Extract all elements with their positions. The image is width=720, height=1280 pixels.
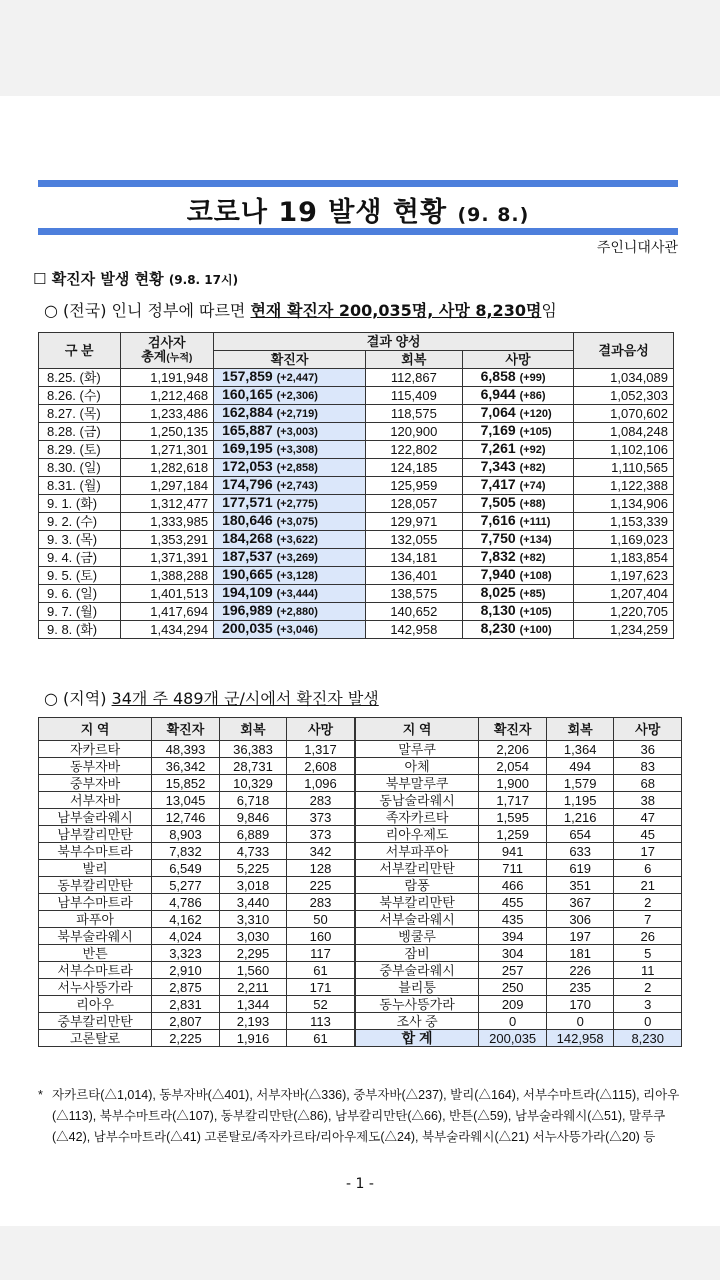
region-value-cell: 50 xyxy=(287,911,355,928)
region-value-cell: 36,383 xyxy=(219,741,287,758)
negative-cell: 1,207,404 xyxy=(574,585,674,603)
region-value-cell: 373 xyxy=(287,809,355,826)
recovered-cell: 134,181 xyxy=(366,549,463,567)
region-value-cell: 47 xyxy=(614,809,682,826)
region-value-cell: 367 xyxy=(546,894,614,911)
recovered-cell: 128,057 xyxy=(366,495,463,513)
region-value-cell: 28,731 xyxy=(219,758,287,775)
region-value-cell: 283 xyxy=(287,792,355,809)
region-name-cell: 아체 xyxy=(355,758,479,775)
region-value-cell: 68 xyxy=(614,775,682,792)
tested-cell: 1,434,294 xyxy=(120,621,214,639)
date-cell: 8.29. (토) xyxy=(39,441,121,459)
region-name-cell: 동부자바 xyxy=(39,758,152,775)
national-trend-table xyxy=(38,332,674,639)
region-header-cell: 지 역 xyxy=(39,718,152,741)
region-header-cell: 사망 xyxy=(287,718,355,741)
trend-row xyxy=(39,603,674,621)
header-date: 구 분 xyxy=(39,333,121,369)
trend-row xyxy=(39,495,674,513)
region-value-cell: 9,846 xyxy=(219,809,287,826)
region-value-cell: 455 xyxy=(479,894,547,911)
region-name-cell: 반튼 xyxy=(39,945,152,962)
tested-cell: 1,233,486 xyxy=(120,405,214,423)
title-bar-bottom xyxy=(38,228,678,235)
region-name-cell: 북부말루쿠 xyxy=(355,775,479,792)
confirmed-cell: 162,884 (+2,719) xyxy=(214,405,366,423)
recovered-cell: 118,575 xyxy=(366,405,463,423)
header-deaths: 사망 xyxy=(462,351,574,369)
region-value-cell: 1,195 xyxy=(546,792,614,809)
tested-cell: 1,250,135 xyxy=(120,423,214,441)
region-value-cell: 4,024 xyxy=(152,928,220,945)
region-value-cell: 466 xyxy=(479,877,547,894)
region-header-cell: 확진자 xyxy=(479,718,547,741)
region-value-cell: 0 xyxy=(614,1013,682,1030)
region-name-cell: 서부칼리만탄 xyxy=(355,860,479,877)
region-value-cell: 12,746 xyxy=(152,809,220,826)
region-value-cell: 225 xyxy=(287,877,355,894)
tested-cell: 1,271,301 xyxy=(120,441,214,459)
date-cell: 8.28. (금) xyxy=(39,423,121,441)
embassy-label: 주인니대사관 xyxy=(596,240,678,256)
region-value-cell: 181 xyxy=(546,945,614,962)
region-value-cell: 21 xyxy=(614,877,682,894)
region-value-cell: 226 xyxy=(546,962,614,979)
region-header-cell: 지 역 xyxy=(355,718,479,741)
negative-cell: 1,197,623 xyxy=(574,567,674,585)
confirmed-cell: 196,989 (+2,880) xyxy=(214,603,366,621)
region-name-cell: 동남술라웨시 xyxy=(355,792,479,809)
region-header-cell: 확진자 xyxy=(152,718,220,741)
tested-cell: 1,282,618 xyxy=(120,459,214,477)
region-value-cell: 171 xyxy=(287,979,355,996)
trend-row xyxy=(39,567,674,585)
page-title: 코로나 19 발생 현황 (9. 8.) xyxy=(186,197,530,228)
region-name-cell: 블리퉁 xyxy=(355,979,479,996)
trend-row xyxy=(39,531,674,549)
recovered-cell: 112,867 xyxy=(366,369,463,387)
region-name-cell: 리아우제도 xyxy=(355,826,479,843)
region-row xyxy=(39,775,682,792)
region-value-cell: 209 xyxy=(479,996,547,1013)
tested-cell: 1,297,184 xyxy=(120,477,214,495)
region-row xyxy=(39,809,682,826)
region-value-cell: 3,030 xyxy=(219,928,287,945)
header-confirmed: 확진자 xyxy=(214,351,366,369)
region-header-cell: 사망 xyxy=(614,718,682,741)
region-value-cell: 2,608 xyxy=(287,758,355,775)
negative-cell: 1,153,339 xyxy=(574,513,674,531)
date-cell: 9. 7. (월) xyxy=(39,603,121,621)
trend-row xyxy=(39,423,674,441)
region-value-cell: 351 xyxy=(546,877,614,894)
national-summary: ○ (전국) 인니 정부에 따르면 현재 확진자 200,035명, 사망 8,230명임 xyxy=(44,301,557,320)
region-value-cell: 304 xyxy=(479,945,547,962)
confirmed-cell: 187,537 (+3,269) xyxy=(214,549,366,567)
header-tested: 검사자 총계(누적) xyxy=(120,333,214,369)
region-value-cell: 10,329 xyxy=(219,775,287,792)
negative-cell: 1,122,388 xyxy=(574,477,674,495)
region-row xyxy=(39,962,682,979)
confirmed-cell: 194,109 (+3,444) xyxy=(214,585,366,603)
region-value-cell: 2,910 xyxy=(152,962,220,979)
trend-row xyxy=(39,405,674,423)
region-value-cell: 1,096 xyxy=(287,775,355,792)
region-name-cell: 서부파푸아 xyxy=(355,843,479,860)
region-value-cell: 654 xyxy=(546,826,614,843)
total-deaths-cell: 8,230 xyxy=(614,1030,682,1047)
region-row xyxy=(39,758,682,775)
deaths-cell: 6,858 (+99) xyxy=(462,369,574,387)
region-name-cell: 람풍 xyxy=(355,877,479,894)
total-label-cell: 합 계 xyxy=(355,1030,479,1047)
recovered-cell: 142,958 xyxy=(366,621,463,639)
confirmed-cell: 160,165 (+2,306) xyxy=(214,387,366,405)
region-name-cell: 말루쿠 xyxy=(355,741,479,758)
tested-cell: 1,401,513 xyxy=(120,585,214,603)
region-value-cell: 2,225 xyxy=(152,1030,220,1047)
confirmed-cell: 177,571 (+2,775) xyxy=(214,495,366,513)
region-value-cell: 3,018 xyxy=(219,877,287,894)
region-value-cell: 1,344 xyxy=(219,996,287,1013)
region-name-cell: 리아우 xyxy=(39,996,152,1013)
region-value-cell: 2,211 xyxy=(219,979,287,996)
region-name-cell: 동부칼리만탄 xyxy=(39,877,152,894)
region-value-cell: 52 xyxy=(287,996,355,1013)
region-value-cell: 160 xyxy=(287,928,355,945)
region-value-cell: 633 xyxy=(546,843,614,860)
document-page xyxy=(0,96,720,1226)
date-cell: 9. 5. (토) xyxy=(39,567,121,585)
region-value-cell: 36 xyxy=(614,741,682,758)
region-value-cell: 7 xyxy=(614,911,682,928)
region-name-cell: 파푸아 xyxy=(39,911,152,928)
trend-row xyxy=(39,621,674,639)
deaths-cell: 7,832 (+82) xyxy=(462,549,574,567)
deaths-cell: 7,417 (+74) xyxy=(462,477,574,495)
region-name-cell: 중부칼리만탄 xyxy=(39,1013,152,1030)
region-name-cell: 벵쿨루 xyxy=(355,928,479,945)
region-value-cell: 306 xyxy=(546,911,614,928)
region-value-cell: 3,310 xyxy=(219,911,287,928)
region-value-cell: 128 xyxy=(287,860,355,877)
trend-row xyxy=(39,459,674,477)
region-name-cell: 북부술라웨시 xyxy=(39,928,152,945)
date-cell: 8.27. (목) xyxy=(39,405,121,423)
region-value-cell: 4,733 xyxy=(219,843,287,860)
recovered-cell: 125,959 xyxy=(366,477,463,495)
confirmed-cell: 180,646 (+3,075) xyxy=(214,513,366,531)
region-value-cell: 2,875 xyxy=(152,979,220,996)
date-cell: 8.26. (수) xyxy=(39,387,121,405)
tested-cell: 1,353,291 xyxy=(120,531,214,549)
region-row xyxy=(39,911,682,928)
region-value-cell: 2 xyxy=(614,894,682,911)
confirmed-cell: 157,859 (+2,447) xyxy=(214,369,366,387)
region-value-cell: 283 xyxy=(287,894,355,911)
negative-cell: 1,052,303 xyxy=(574,387,674,405)
regional-table xyxy=(38,717,682,1047)
region-value-cell: 61 xyxy=(287,1030,355,1047)
confirmed-cell: 169,195 (+3,308) xyxy=(214,441,366,459)
region-value-cell: 3,440 xyxy=(219,894,287,911)
region-name-cell: 중부술라웨시 xyxy=(355,962,479,979)
region-value-cell: 170 xyxy=(546,996,614,1013)
footnote: * 자카르타(△1,014), 동부자바(△401), 서부자바(△336), 중부자바(△237), 발리(△164), 서부수마트라(△115), 리아우 (△113), 북부수마트라(△107), 동부칼리만탄(△86), 남부칼리만탄(△66), 반튼(△59), 남부술라웨시(△51), 말루쿠 (△42), 남부수마트라(△41) 고론탈로/족자카르타/리아우제도(△24), 북부술라웨시(△21) 서누사뜽가라(△20) 등 xyxy=(38,1088,680,1144)
region-value-cell: 1,364 xyxy=(546,741,614,758)
recovered-cell: 138,575 xyxy=(366,585,463,603)
region-value-cell: 197 xyxy=(546,928,614,945)
region-value-cell: 1,216 xyxy=(546,809,614,826)
region-row xyxy=(39,894,682,911)
region-row xyxy=(39,877,682,894)
region-row xyxy=(39,843,682,860)
region-value-cell: 36,342 xyxy=(152,758,220,775)
region-value-cell: 711 xyxy=(479,860,547,877)
page-number: - 1 - xyxy=(346,1176,374,1192)
region-value-cell: 48,393 xyxy=(152,741,220,758)
header-recovered: 회복 xyxy=(366,351,463,369)
region-value-cell: 2 xyxy=(614,979,682,996)
tested-cell: 1,191,948 xyxy=(120,369,214,387)
region-value-cell: 6,889 xyxy=(219,826,287,843)
region-value-cell: 3,323 xyxy=(152,945,220,962)
region-name-cell: 북부칼리만탄 xyxy=(355,894,479,911)
region-value-cell: 4,786 xyxy=(152,894,220,911)
confirmed-cell: 174,796 (+2,743) xyxy=(214,477,366,495)
region-row xyxy=(39,996,682,1013)
region-value-cell: 257 xyxy=(479,962,547,979)
region-row xyxy=(39,945,682,962)
deaths-cell: 7,261 (+92) xyxy=(462,441,574,459)
region-value-cell: 6,549 xyxy=(152,860,220,877)
region-name-cell: 서부자바 xyxy=(39,792,152,809)
recovered-cell: 115,409 xyxy=(366,387,463,405)
region-value-cell: 0 xyxy=(546,1013,614,1030)
negative-cell: 1,134,906 xyxy=(574,495,674,513)
region-value-cell: 2,295 xyxy=(219,945,287,962)
tested-cell: 1,212,468 xyxy=(120,387,214,405)
region-name-cell: 발리 xyxy=(39,860,152,877)
date-cell: 8.25. (화) xyxy=(39,369,121,387)
region-row xyxy=(39,860,682,877)
deaths-cell: 6,944 (+86) xyxy=(462,387,574,405)
region-value-cell: 435 xyxy=(479,911,547,928)
trend-row xyxy=(39,387,674,405)
region-value-cell: 1,560 xyxy=(219,962,287,979)
region-value-cell: 61 xyxy=(287,962,355,979)
region-value-cell: 15,852 xyxy=(152,775,220,792)
recovered-cell: 140,652 xyxy=(366,603,463,621)
region-name-cell: 족자카르타 xyxy=(355,809,479,826)
region-value-cell: 2,054 xyxy=(479,758,547,775)
region-name-cell: 고론탈로 xyxy=(39,1030,152,1047)
region-name-cell: 중부자바 xyxy=(39,775,152,792)
region-name-cell: 잠비 xyxy=(355,945,479,962)
region-value-cell: 394 xyxy=(479,928,547,945)
region-name-cell: 서부술라웨시 xyxy=(355,911,479,928)
deaths-cell: 7,169 (+105) xyxy=(462,423,574,441)
trend-row xyxy=(39,441,674,459)
region-value-cell: 3 xyxy=(614,996,682,1013)
recovered-cell: 129,971 xyxy=(366,513,463,531)
region-value-cell: 26 xyxy=(614,928,682,945)
negative-cell: 1,234,259 xyxy=(574,621,674,639)
region-value-cell: 17 xyxy=(614,843,682,860)
region-value-cell: 13,045 xyxy=(152,792,220,809)
confirmed-cell: 200,035 (+3,046) xyxy=(214,621,366,639)
recovered-cell: 122,802 xyxy=(366,441,463,459)
negative-cell: 1,183,854 xyxy=(574,549,674,567)
region-name-cell: 서부수마트라 xyxy=(39,962,152,979)
region-value-cell: 250 xyxy=(479,979,547,996)
negative-cell: 1,070,602 xyxy=(574,405,674,423)
negative-cell: 1,220,705 xyxy=(574,603,674,621)
deaths-cell: 7,616 (+111) xyxy=(462,513,574,531)
region-value-cell: 1,717 xyxy=(479,792,547,809)
region-name-cell: 조사 중 xyxy=(355,1013,479,1030)
deaths-cell: 8,130 (+105) xyxy=(462,603,574,621)
region-name-cell: 남부수마트라 xyxy=(39,894,152,911)
region-value-cell: 5 xyxy=(614,945,682,962)
negative-cell: 1,034,089 xyxy=(574,369,674,387)
region-value-cell: 2,831 xyxy=(152,996,220,1013)
total-confirmed-cell: 200,035 xyxy=(479,1030,547,1047)
region-value-cell: 38 xyxy=(614,792,682,809)
trend-row xyxy=(39,477,674,495)
recovered-cell: 132,055 xyxy=(366,531,463,549)
trend-row xyxy=(39,513,674,531)
regional-summary: ○ (지역) 34개 주 489개 군/시에서 확진자 발생 xyxy=(44,689,379,708)
region-row xyxy=(39,928,682,945)
region-value-cell: 1,900 xyxy=(479,775,547,792)
tested-cell: 1,312,477 xyxy=(120,495,214,513)
region-value-cell: 342 xyxy=(287,843,355,860)
region-name-cell: 자카르타 xyxy=(39,741,152,758)
negative-cell: 1,102,106 xyxy=(574,441,674,459)
region-value-cell: 8,903 xyxy=(152,826,220,843)
confirmed-cell: 165,887 (+3,003) xyxy=(214,423,366,441)
region-value-cell: 1,259 xyxy=(479,826,547,843)
recovered-cell: 136,401 xyxy=(366,567,463,585)
negative-cell: 1,169,023 xyxy=(574,531,674,549)
region-row-total xyxy=(39,1030,682,1047)
region-row xyxy=(39,792,682,809)
tested-cell: 1,333,985 xyxy=(120,513,214,531)
confirmed-cell: 172,053 (+2,858) xyxy=(214,459,366,477)
region-value-cell: 1,579 xyxy=(546,775,614,792)
region-value-cell: 45 xyxy=(614,826,682,843)
date-cell: 9. 3. (목) xyxy=(39,531,121,549)
deaths-cell: 7,064 (+120) xyxy=(462,405,574,423)
region-value-cell: 494 xyxy=(546,758,614,775)
region-value-cell: 5,277 xyxy=(152,877,220,894)
region-value-cell: 11 xyxy=(614,962,682,979)
region-value-cell: 7,832 xyxy=(152,843,220,860)
region-value-cell: 941 xyxy=(479,843,547,860)
region-name-cell: 서누사뜽가라 xyxy=(39,979,152,996)
confirmed-cell: 190,665 (+3,128) xyxy=(214,567,366,585)
region-name-cell: 동누사뜽가라 xyxy=(355,996,479,1013)
deaths-cell: 7,750 (+134) xyxy=(462,531,574,549)
region-value-cell: 83 xyxy=(614,758,682,775)
deaths-cell: 8,230 (+100) xyxy=(462,621,574,639)
region-value-cell: 235 xyxy=(546,979,614,996)
date-cell: 8.31. (월) xyxy=(39,477,121,495)
region-value-cell: 2,807 xyxy=(152,1013,220,1030)
region-header-cell: 회복 xyxy=(219,718,287,741)
region-value-cell: 5,225 xyxy=(219,860,287,877)
negative-cell: 1,110,565 xyxy=(574,459,674,477)
date-cell: 9. 6. (일) xyxy=(39,585,121,603)
section-heading-confirmed: ☐ 확진자 발생 현황 (9.8. 17시) xyxy=(33,270,239,288)
tested-cell: 1,417,694 xyxy=(120,603,214,621)
region-header-cell: 회복 xyxy=(546,718,614,741)
trend-row xyxy=(39,585,674,603)
header-result: 결과 양성 xyxy=(214,333,574,351)
region-row xyxy=(39,826,682,843)
trend-row xyxy=(39,549,674,567)
region-value-cell: 117 xyxy=(287,945,355,962)
region-row xyxy=(39,741,682,758)
header-negative: 결과음성 xyxy=(574,333,674,369)
region-value-cell: 1,916 xyxy=(219,1030,287,1047)
region-value-cell: 4,162 xyxy=(152,911,220,928)
region-value-cell: 1,317 xyxy=(287,741,355,758)
negative-cell: 1,084,248 xyxy=(574,423,674,441)
region-value-cell: 6 xyxy=(614,860,682,877)
confirmed-cell: 184,268 (+3,622) xyxy=(214,531,366,549)
date-cell: 9. 4. (금) xyxy=(39,549,121,567)
tested-cell: 1,371,391 xyxy=(120,549,214,567)
region-name-cell: 북부수마트라 xyxy=(39,843,152,860)
region-value-cell: 2,193 xyxy=(219,1013,287,1030)
region-row xyxy=(39,1013,682,1030)
date-cell: 9. 8. (화) xyxy=(39,621,121,639)
deaths-cell: 8,025 (+85) xyxy=(462,585,574,603)
date-cell: 9. 2. (수) xyxy=(39,513,121,531)
deaths-cell: 7,343 (+82) xyxy=(462,459,574,477)
recovered-cell: 124,185 xyxy=(366,459,463,477)
deaths-cell: 7,505 (+88) xyxy=(462,495,574,513)
date-cell: 9. 1. (화) xyxy=(39,495,121,513)
region-name-cell: 남부칼리만탄 xyxy=(39,826,152,843)
total-recovered-cell: 142,958 xyxy=(546,1030,614,1047)
region-value-cell: 373 xyxy=(287,826,355,843)
region-name-cell: 남부술라웨시 xyxy=(39,809,152,826)
deaths-cell: 7,940 (+108) xyxy=(462,567,574,585)
region-row xyxy=(39,979,682,996)
region-value-cell: 6,718 xyxy=(219,792,287,809)
region-value-cell: 0 xyxy=(479,1013,547,1030)
region-value-cell: 113 xyxy=(287,1013,355,1030)
recovered-cell: 120,900 xyxy=(366,423,463,441)
trend-row xyxy=(39,369,674,387)
date-cell: 8.30. (일) xyxy=(39,459,121,477)
region-value-cell: 1,595 xyxy=(479,809,547,826)
region-value-cell: 2,206 xyxy=(479,741,547,758)
title-bar-top xyxy=(38,180,678,187)
tested-cell: 1,388,288 xyxy=(120,567,214,585)
region-value-cell: 619 xyxy=(546,860,614,877)
